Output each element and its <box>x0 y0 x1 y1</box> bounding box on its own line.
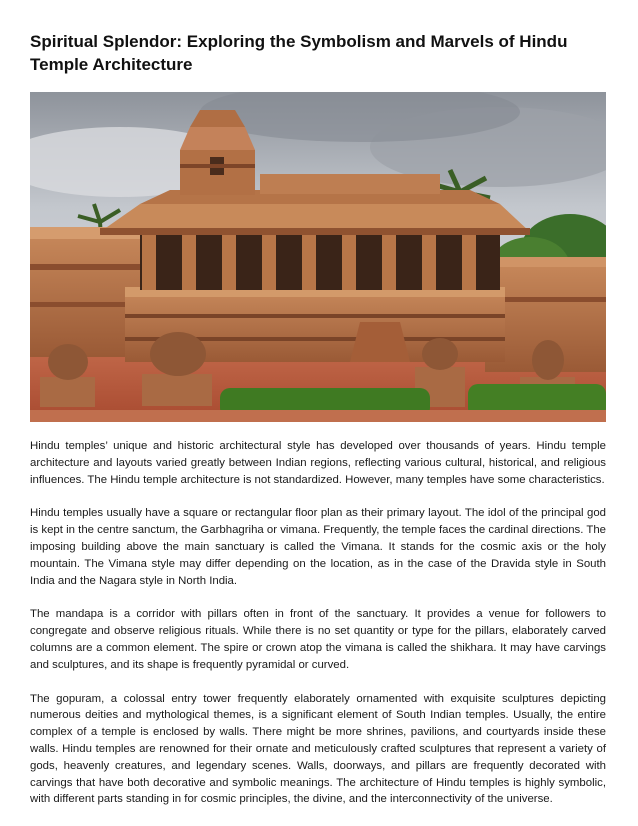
paragraph-3: The mandapa is a corridor with pillars often in front of the sanctuary. It provides a venue for followers to congregate and observe religious rituals. While there is no set quantity or type for the pillars, elaborately carved columns are a common element. The spire or crown atop the vimana is called the shikhara. It may have carvings and sculptures, and its shape is frequently pyramidal or curved. <box>30 608 606 671</box>
paragraph-1: Hindu temples’ unique and historic architectural style has developed over thousands of years. Hindu temple architecture and layouts varied greatly between Indian regions, reflecting various cultural, historical, and religious influences. The Hindu temple architecture is not standardized. However, many temples have some characteristics. <box>30 440 606 486</box>
temple-photo <box>30 92 606 422</box>
paragraph-2: Hindu temples usually have a square or rectangular floor plan as their primary layout. The idol of the principal god is kept in the centre sanctum, the Garbhagriha or vimana. Frequently, the temple faces the cardinal directions. The imposing building above the main sanctuary is called the Vimana. It stands for the cosmic axis or the holy mountain. The Vimana style may differ depending on the location, as in the case of the Dravida style in South India and the Nagara style in North India. <box>30 507 606 587</box>
article-body <box>30 438 606 825</box>
paragraph-4: The gopuram, a colossal entry tower frequently elaborately ornamented with exquisite sculptures depicting numerous deities and mythological themes, is a significant element of South Indian temples. Usually, the entire complex of a temple is enclosed by walls. There might be more shrines, pavilions, and courtyards inside these walls. Hindu temples are renowned for their ornate and meticulously crafted sculptures that represent a variety of gods, heavenly creatures, and legendary scenes. Walls, doorways, and pillars are frequently decorated with carvings that have both decorative and symbolic meanings. The architecture of Hindu temples is highly symbolic, with different parts standing in for cosmic principles, the divine, and the interconnectivity of the universe. <box>30 692 606 806</box>
page-title: Spiritual Splendor: Exploring the Symbolism and Marvels of Hindu Temple Architecture <box>30 32 568 74</box>
